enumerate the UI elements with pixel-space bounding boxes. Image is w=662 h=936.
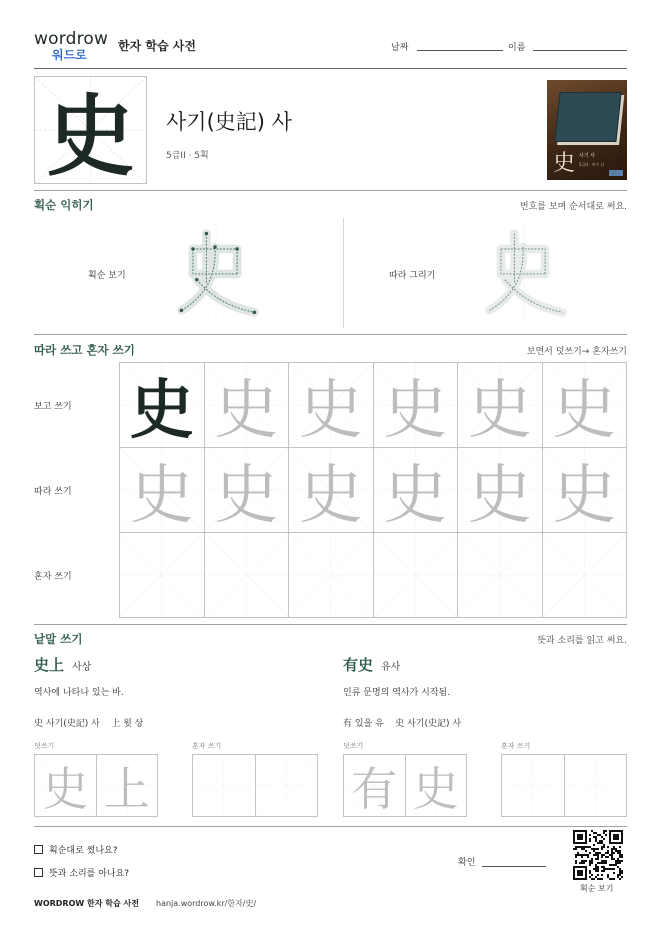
practice-grid[interactable] bbox=[119, 362, 627, 618]
word-1-trace-boxes[interactable] bbox=[34, 754, 158, 817]
logo bbox=[34, 30, 114, 66]
logo-wordmark: wordrow bbox=[34, 29, 109, 49]
trace-character: 史 bbox=[467, 459, 532, 533]
words-divider bbox=[34, 624, 627, 625]
practice-cell[interactable] bbox=[374, 448, 459, 533]
trace-character: 史 bbox=[383, 459, 448, 533]
footer-url[interactable]: hanja.wordrow.kr/한자/史/ bbox=[156, 899, 257, 908]
name-label: 이름 bbox=[508, 43, 526, 53]
checkbox-2[interactable] bbox=[34, 868, 43, 877]
word-trace-cell[interactable] bbox=[35, 755, 97, 817]
model-character: 史 bbox=[129, 373, 194, 448]
practice-cell[interactable] bbox=[289, 533, 374, 618]
cell-guides bbox=[374, 533, 458, 617]
stroke-section-note: 번호를 보며 순서대로 써요. bbox=[519, 202, 627, 212]
checklist-item-1[interactable] bbox=[34, 843, 118, 856]
cell-guides bbox=[502, 755, 564, 816]
book-caption-2: 5급II · 부수 口 bbox=[579, 162, 605, 167]
stroke-divider bbox=[34, 334, 627, 335]
checklist-item-1-label: 획순대로 썼나요? bbox=[49, 846, 118, 856]
practice-cell[interactable] bbox=[374, 363, 459, 448]
qr-code[interactable] bbox=[573, 830, 623, 880]
header-title: 한자 학습 사전 bbox=[118, 39, 196, 53]
header-divider bbox=[34, 68, 627, 69]
practice-cell[interactable] bbox=[289, 363, 374, 448]
practice-cell[interactable] bbox=[458, 363, 543, 448]
row-label-solo: 혼자 쓰기 bbox=[34, 572, 72, 582]
trace-character: 史 bbox=[552, 374, 617, 448]
book-character: 史 bbox=[553, 151, 576, 176]
confirm-field[interactable] bbox=[482, 866, 546, 867]
stroke-section-separator bbox=[343, 218, 344, 328]
word-card-2 bbox=[343, 654, 633, 824]
main-character: 史 bbox=[46, 84, 135, 184]
trace-character: 史 bbox=[552, 459, 617, 533]
word-1-hanja: 史上 bbox=[34, 656, 65, 674]
practice-cell[interactable] bbox=[205, 363, 290, 448]
word-trace-character: 上 bbox=[103, 761, 150, 816]
word-trace-character: 史 bbox=[42, 761, 89, 816]
qr-label: 획순 보기 bbox=[580, 884, 614, 893]
word-1-solo-boxes[interactable] bbox=[192, 754, 318, 817]
date-field[interactable] bbox=[417, 50, 503, 51]
word-2-reading: 유사 bbox=[381, 662, 401, 673]
footer-divider bbox=[34, 826, 627, 827]
practice-cell[interactable] bbox=[543, 363, 628, 448]
word-card-1 bbox=[34, 654, 324, 824]
word-2-parts: 有 있을 유 史 사기(史記) 사 bbox=[343, 719, 462, 729]
cell-guides bbox=[543, 533, 627, 617]
practice-cell[interactable] bbox=[374, 533, 459, 618]
word-solo-cell[interactable] bbox=[193, 755, 256, 817]
practice-cell[interactable] bbox=[543, 448, 628, 533]
trace-character: 史 bbox=[467, 374, 532, 448]
trace-character: 史 bbox=[383, 374, 448, 448]
word-2-trace-label: 덧쓰기 bbox=[343, 742, 364, 750]
book-badge bbox=[609, 170, 623, 176]
main-character-box bbox=[34, 76, 147, 184]
word-trace-character: 史 bbox=[412, 761, 459, 816]
practice-cell[interactable] bbox=[205, 533, 290, 618]
row-label-view: 보고 쓰기 bbox=[34, 402, 72, 412]
checklist-item-2[interactable] bbox=[34, 866, 129, 879]
word-solo-cell[interactable] bbox=[502, 755, 565, 817]
word-trace-cell[interactable] bbox=[344, 755, 406, 817]
cell-guides bbox=[205, 533, 289, 617]
practice-section-title: 따라 쓰고 혼자 쓰기 bbox=[34, 343, 135, 357]
cell-guides bbox=[565, 755, 627, 816]
book-illustration bbox=[547, 80, 627, 180]
practice-cell[interactable] bbox=[458, 448, 543, 533]
footer-brand: WORDROW 한자 학습 사전 bbox=[34, 899, 139, 908]
logo-korean: 워드로 bbox=[52, 48, 87, 62]
practice-cell[interactable] bbox=[543, 533, 628, 618]
practice-cell[interactable] bbox=[205, 448, 290, 533]
confirm-label: 확인 bbox=[458, 858, 476, 868]
word-solo-cell[interactable] bbox=[565, 755, 628, 817]
word-1-parts: 史 사기(史記) 사 上 윗 상 bbox=[34, 719, 144, 729]
word-1-meaning: 역사에 나타나 있는 바. bbox=[34, 688, 124, 698]
words-section-title: 낱말 쓰기 bbox=[34, 632, 83, 646]
trace-character: 史 bbox=[214, 459, 279, 533]
row-label-trace: 따라 쓰기 bbox=[34, 487, 72, 497]
cell-guides bbox=[458, 533, 542, 617]
word-1-reading: 사상 bbox=[72, 662, 92, 673]
cell-guides bbox=[289, 533, 373, 617]
stroke-view-figure bbox=[168, 222, 264, 322]
practice-cell[interactable] bbox=[458, 533, 543, 618]
hero-heading: 사기(史記) 사 bbox=[166, 110, 292, 134]
word-1-solo-label: 혼자 쓰기 bbox=[192, 742, 222, 750]
cell-guides bbox=[120, 533, 204, 617]
book-cover bbox=[554, 92, 621, 142]
word-trace-character: 有 bbox=[351, 761, 398, 816]
trace-character: 史 bbox=[214, 374, 279, 448]
word-1-trace-label: 덧쓰기 bbox=[34, 742, 55, 750]
word-2-trace-boxes[interactable] bbox=[343, 754, 467, 817]
practice-section-note: 보면서 덧쓰기→ 혼자쓰기 bbox=[526, 347, 627, 357]
word-2-solo-label: 혼자 쓰기 bbox=[501, 742, 531, 750]
stroke-trace-figure[interactable] bbox=[476, 222, 572, 322]
trace-character: 史 bbox=[298, 459, 363, 533]
word-solo-cell[interactable] bbox=[256, 755, 319, 817]
checkbox-1[interactable] bbox=[34, 845, 43, 854]
name-field[interactable] bbox=[533, 50, 627, 51]
trace-character: 史 bbox=[129, 459, 194, 533]
trace-character: 史 bbox=[298, 374, 363, 448]
practice-cell[interactable] bbox=[120, 363, 205, 448]
hero-divider bbox=[34, 190, 627, 191]
date-label: 날짜 bbox=[391, 43, 409, 53]
practice-cell[interactable] bbox=[120, 448, 205, 533]
checklist-item-2-label: 뜻과 소리를 아나요? bbox=[49, 869, 130, 879]
cell-guides bbox=[256, 755, 318, 816]
word-2-meaning: 인류 문명의 역사가 시작됨. bbox=[343, 688, 451, 698]
words-section-note: 뜻과 소리를 읽고 써요. bbox=[537, 636, 627, 646]
word-2-solo-boxes[interactable] bbox=[501, 754, 627, 817]
practice-cell[interactable] bbox=[120, 533, 205, 618]
word-trace-cell[interactable] bbox=[97, 755, 159, 817]
word-2-hanja: 有史 bbox=[343, 656, 374, 674]
stroke-trace-label: 따라 그리기 bbox=[389, 271, 436, 281]
practice-cell[interactable] bbox=[289, 448, 374, 533]
hero-meta: 5급II · 5획 bbox=[166, 151, 209, 161]
word-trace-cell[interactable] bbox=[406, 755, 468, 817]
cell-guides bbox=[193, 755, 255, 816]
stroke-section-title: 획순 익히기 bbox=[34, 198, 94, 212]
stroke-view-label: 획순 보기 bbox=[88, 271, 126, 281]
book-caption-1: 사기 사 bbox=[579, 153, 596, 159]
